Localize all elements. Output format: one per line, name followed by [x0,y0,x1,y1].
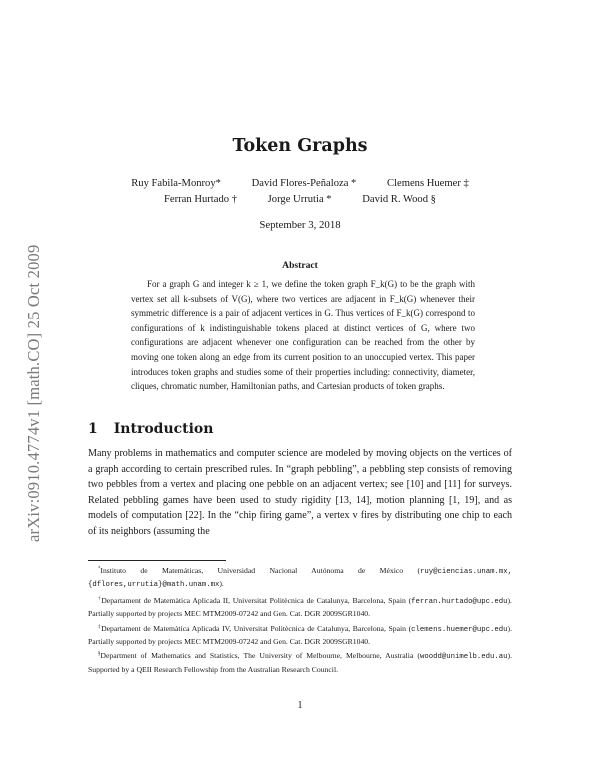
email-link[interactable]: woodd@unimelb.edu.au [419,653,508,662]
footnote: §Department of Mathematics and Statistics, The University of Melbourne, Melbourne, Australia (woodd@unimelb.edu.au). Supported by a QEII Research Fellowship from the Australian Research Council. [88,651,512,674]
section-title: Introduction [113,421,214,437]
author-row-1 [0,176,600,192]
author: Ruy Fabila-Monroy* [131,178,221,189]
email-link[interactable]: ruy@ciencias.unam.mx, {dflores,urrutia}@math.unam.mx [88,568,512,590]
author: David Flores-Peñaloza * [251,178,357,189]
section-heading [88,421,213,437]
email-link[interactable]: clemens.huemer@upc.edu [411,625,508,634]
arxiv-stamp: arXiv:0910.4774v1 [math.CO] 25 Oct 2009 [24,244,43,542]
intro-paragraph: Many problems in mathematics and computer science are modeled by moving objects on the vertices of a graph according to certain prescribed rules. In “graph pebbling”, a pebbling step consists of removing two pebbles from a vertex and placing one pebble on an adjacent vertex; see [10] and [11] for surveys. Related pebbling games have been used to study rigidity [13, 14], motion planning [1, 19], and as models of computation [22]. In the “chip firing game”, a vertex v fires by distributing one chip to each of its neighbors (assuming the [88,448,512,537]
footnote: ‡Departament de Matemàtica Aplicada IV, Universitat Politècnica de Catalunya, Barcelona, Spain (clemens.huemer@upc.edu). Partially supported by projects MEC MTM2009-07242 and Gen. Cat. DGR 2009SGR1040. [88,623,512,647]
abstract-heading: Abstract [282,260,318,271]
footnote-rule [88,560,226,561]
author-list [0,176,600,208]
page-number: 1 [297,700,303,711]
section-number: 1 [88,421,98,437]
author: Ferran Hurtado † [164,194,237,205]
author: David R. Wood § [362,194,436,205]
paper-title: Token Graphs [232,136,368,156]
footnote: *Instituto de Matemáticas, Universidad Nacional Autónoma de México (ruy@ciencias.unam.mx, {dflores,urrutia}@math.unam.mx). [88,566,512,590]
paper-date: September 3, 2018 [259,219,341,231]
author: Jorge Urrutia * [267,194,332,205]
footnotes [88,565,512,678]
abstract-text: For a graph G and integer k ≥ 1, we define the token graph F_k(G) to be the graph with vertex set all k-subsets of V(G), where two vertices are adjacent in F_k(G) whenever their symmetric difference is a pair of adjacent vertices in G. Thus vertices of F_k(G) correspond to configurations of k indistinguishable tokens placed at distinct vertices of G, where two configurations are adjacent whenever one configuration can be reached from the other by moving one token along an edge from its current position to an unoccupied vertex. This paper introduces token graphs and studies some of their properties including: connectivity, diameter, cliques, chromatic number, Hamiltonian paths, and Cartesian products of token graphs. [131,279,475,392]
author: Clemens Huemer ‡ [387,178,469,189]
email-link[interactable]: ferran.hurtado@upc.edu [411,597,508,606]
author-row-2 [0,192,600,208]
footnote: †Departament de Matemàtica Aplicada II, Universitat Politècnica de Catalunya, Barcelona, Spain (ferran.hurtado@upc.edu). Partially supported by projects MEC MTM2009-07242 and Gen. Cat. DGR 2009SGR1040. [88,595,512,619]
